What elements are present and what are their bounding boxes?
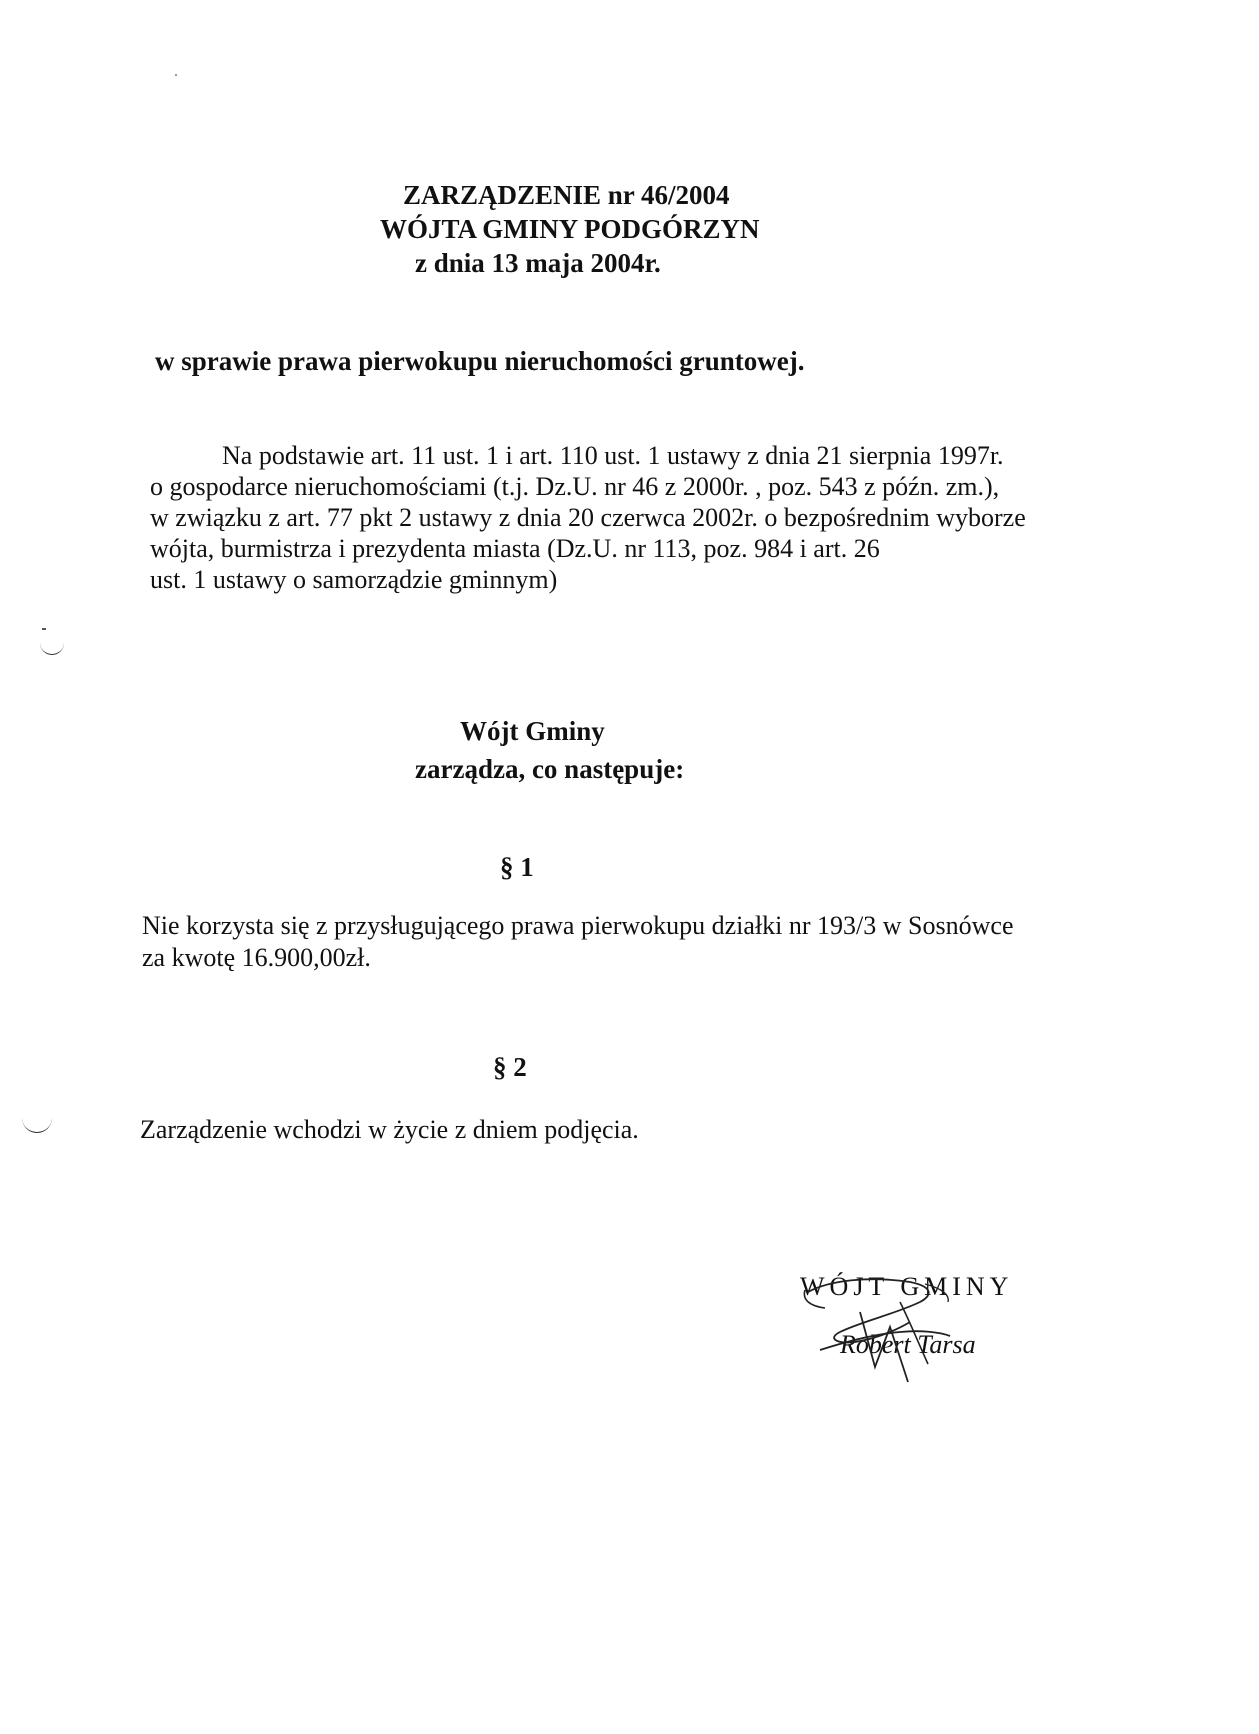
ordinance-number: ZARZĄDZENIE nr 46/2004	[403, 180, 730, 210]
document-subject: w sprawie prawa pierwokupu nieruchomości gruntowej.	[155, 346, 805, 376]
paragraph-2-text	[140, 1114, 639, 1146]
paragraph-1-text	[142, 910, 1013, 974]
authority-name: Wójt Gminy	[460, 716, 605, 746]
paragraph-line: Nie korzysta się z przysługującego prawa pierwokupu działki nr 193/3 w Sosnówce	[142, 911, 1014, 940]
stamp-title: WÓJT GMINY	[800, 1272, 1014, 1301]
margin-speck	[42, 628, 46, 630]
margin-pen-mark	[22, 1118, 52, 1133]
margin-pen-mark	[40, 640, 64, 655]
authority-decree: zarządza, co następuje:	[415, 754, 685, 784]
paragraph-line: Zarządzenie wchodzi w życie z dniem podjęcia.	[140, 1115, 639, 1144]
authority-block	[415, 712, 684, 788]
issue-date: z dnia 13 maja 2004r.	[415, 248, 661, 278]
legal-basis	[150, 440, 1150, 595]
scan-speck	[175, 74, 177, 76]
paragraph-line: za kwotę 16.900,00zł.	[142, 943, 371, 972]
legal-basis-line: wójta, burmistrza i prezydenta miasta (Dz.U. nr 113, poz. 984 i art. 26	[150, 534, 880, 563]
paragraph-2-mark: § 2	[493, 1052, 527, 1082]
handwritten-signature	[800, 1272, 1030, 1402]
document-header	[370, 178, 790, 280]
issuing-authority: WÓJTA GMINY PODGÓRZYN	[380, 214, 760, 244]
paragraph-1-mark: § 1	[500, 852, 534, 882]
official-stamp	[800, 1272, 1030, 1402]
legal-basis-line: Na podstawie art. 11 ust. 1 i art. 110 ust. 1 ustawy z dnia 21 sierpnia 1997r.	[222, 441, 1004, 470]
stamp-name: Robert Tarsa	[840, 1330, 976, 1359]
legal-basis-line: o gospodarce nieruchomościami (t.j. Dz.U. nr 46 z 2000r. , poz. 543 z późn. zm.),	[150, 472, 1000, 501]
legal-basis-line: w związku z art. 77 pkt 2 ustawy z dnia 20 czerwca 2002r. o bezpośrednim wyborze	[150, 503, 1026, 532]
legal-basis-line: ust. 1 ustawy o samorządzie gminnym)	[150, 565, 558, 594]
